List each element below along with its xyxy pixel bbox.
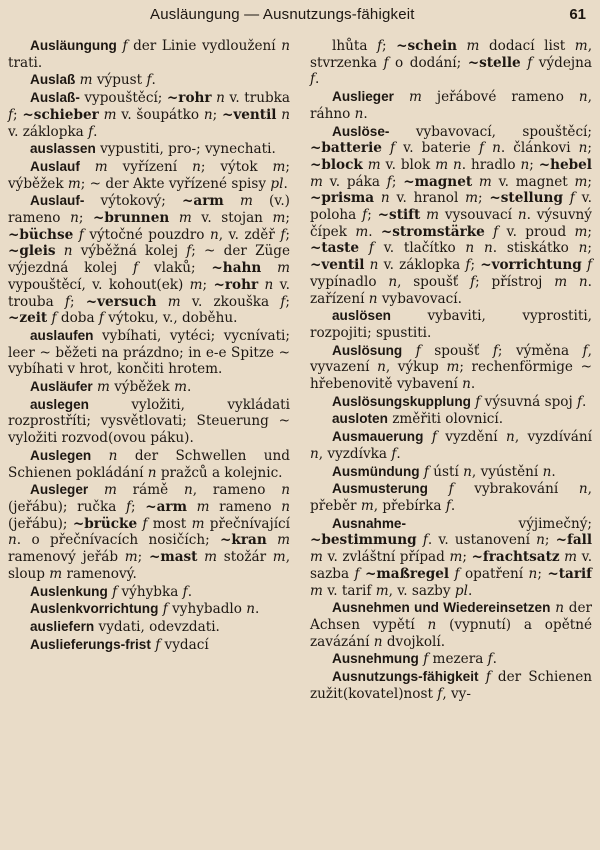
dictionary-entry: Ausmauerung f vyzdění n, vyzdívání n, vyzdívka f. [310, 429, 592, 462]
dictionary-entry: auslegen vyložiti, vykládati rozprostříti; vysvětlovati; Steuerung ~ vyložiti rozvod(ovou páku). [8, 396, 290, 447]
dictionary-entry: Ausmusterung f vybrakování n, přeběr m, přebírka f. [310, 481, 592, 514]
dictionary-entry: Ausläungung f der Linie vydloužení n trati. [8, 38, 290, 71]
dictionary-entry: Auslösung f spoušť f; výměna f, vyvazení n, výkup m; rechenförmige ~ hřebenovitě vybavení n. [310, 342, 592, 393]
dictionary-entry: ausliefern vydati, odevzdati. [30, 618, 220, 635]
dictionary-entry: Ausläufer m výběžek m. [30, 379, 192, 396]
dictionary-entry: auslaufen vybíhati, vytéci; vycnívati; leer ~ běžeti na prázdno; in e-e Spitze ~ vybíhati v hrot, končiti hrotem. [8, 327, 290, 378]
dictionary-entry: Ausnehmung f mezera f. [332, 651, 497, 668]
header-title: Ausläungung — Ausnutzungs-fähigkeit [150, 6, 415, 23]
page-number: 61 [569, 6, 586, 23]
dictionary-entry: Ausnehmen und Wiedereinsetzen n der Achsen vypětí n (vypnutí) a opětné zavázání n dvojkolí. [310, 600, 593, 650]
dictionary-entry: Auslenkvorrichtung f vyhybadlo n. [30, 601, 260, 618]
dictionary-entry: lhůta f; ~schein m dodací list m, stvrzenka f o dodání; ~stelle f výdejna f. [310, 38, 593, 88]
dictionary-entry: ausloten změřiti olovnicí. [332, 411, 504, 428]
dictionary-entry: Ausmündung f ústí n, vyústění n. [332, 463, 556, 480]
dictionary-entry: Ausleger m rámě n, rameno n (jeřábu); ručka f; ~arm m rameno n (jeřábu); ~brücke f most m přečnívající n. o přečnívacích nosičích; ~kran m ramenový jeřáb m; ~mast m stožár m, sloup m ramenový. [8, 482, 291, 582]
dictionary-entry: Auslenkung f výhybka f. [30, 583, 193, 600]
left-column [8, 38, 290, 654]
dictionary-entry: Auslauf m vyřízení n; výtok m; výběžek m; ~ der Akte vyřízené spisy pl. [8, 158, 290, 192]
dictionary-entry: Auslösungskupplung f výsuvná spoj f. [332, 393, 587, 410]
dictionary-entry: Auslegen n der Schwellen und Schienen pokládání n pražců a kolejnic. [8, 447, 290, 481]
dictionary-entry: Auslieger m jeřábové rameno n, ráhno n. [310, 89, 592, 122]
dictionary-entry: Auslauf- výtokový; ~arm m (v.) rameno n; ~brunnen m v. stojan m; ~büchse f výtočné pouzdro n, v. zděř f; ~gleis n výběžná kolej f; ~ der Züge výjezdná kolej f vlaků; ~hahn m vypouštěcí, v. kohout(ek) m; ~rohr n v. trouba f; ~versuch m v. zkouška f; ~zeit f doba f výtoku, v., doběhu. [8, 193, 291, 327]
dictionary-entry: Auslieferungs-frist f vydací [30, 636, 209, 653]
dictionary-entry: Ausnutzungs-fähigkeit f der Schienen zužit(kovatel)nost f, vy- [310, 669, 592, 702]
dictionary-entry: Auslaß- vypouštěcí; ~rohr n v. trubka f; ~schieber m v. šoupátko n; ~ventil n v. záklopka f. [8, 90, 290, 140]
dictionary-entry: Auslöse- vybavovací, spouštěcí; ~batterie f v. baterie f n. článkovi n; ~block m v. blok m n. hradlo n; ~hebel m v. páka f; ~magnet m v. magnet m; ~prisma n v. hranol m; ~stellung f v. poloha f; ~stift m vysouvací n. výsuvný čípek m. ~stromstärke f v. proud m; ~taste f v. tlačítko n n. stiskátko n; ~ventil n v. záklopka f; ~vorrichtung f vypínadlo n, spoušť f; přístroj m n. zařízení n vybavovací. [310, 123, 593, 307]
right-column [310, 38, 592, 703]
running-head [0, 4, 600, 30]
dictionary-entry: Ausnahme- výjimečný; ~bestimmung f. v. ustanovení n; ~fall m v. zvláštní případ m; ~frachtsatz m v. sazba f ~maßregel f opatření n; ~tarif m v. tarif m, v. sazby pl. [310, 515, 593, 599]
dictionary-entry: Auslaß m výpust f. [30, 72, 156, 89]
dictionary-entry: auslösen vybaviti, vyprostiti, rozpojiti; spustiti. [310, 308, 592, 341]
dictionary-entry: auslassen vypustiti, pro-; vynechati. [30, 141, 276, 158]
